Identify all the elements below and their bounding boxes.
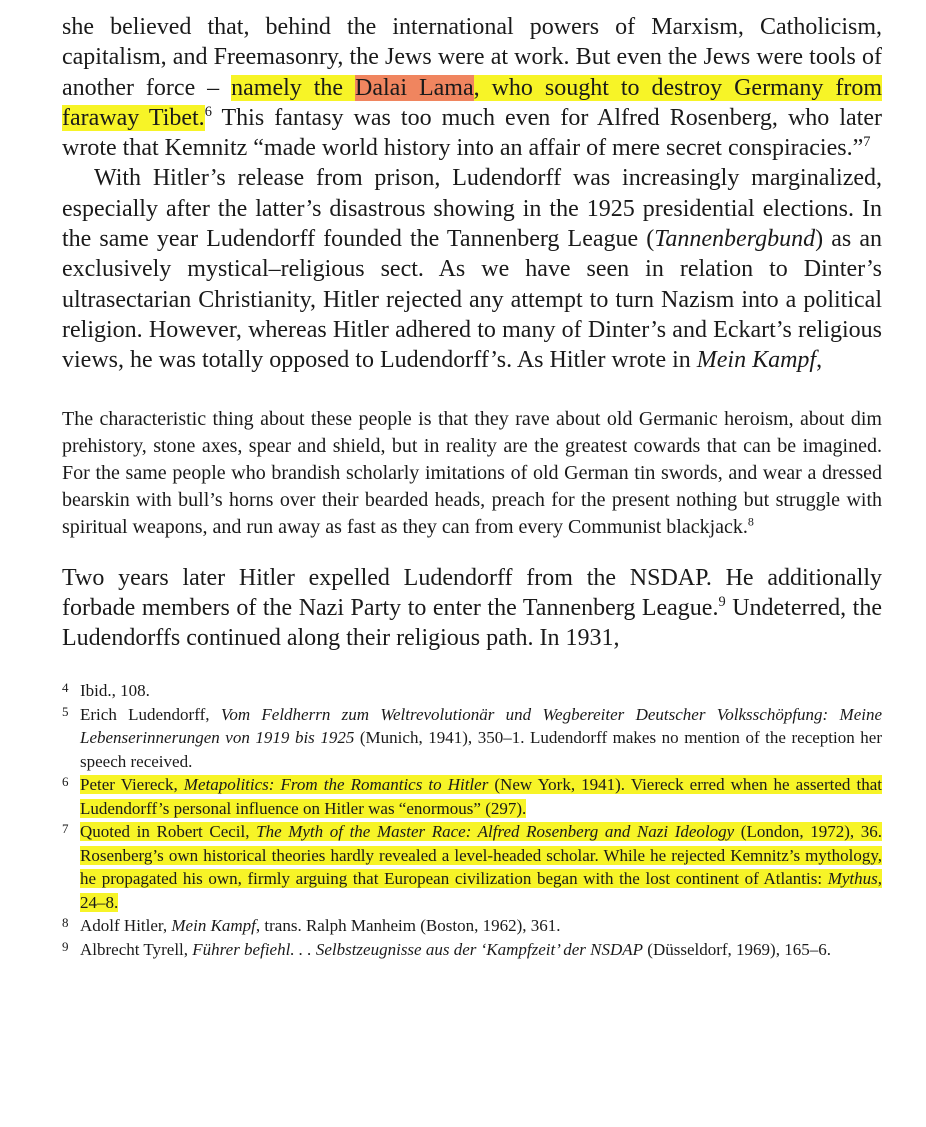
footnote-7: 7 Quoted in Robert Cecil, The Myth of the Master Race: Alfred Rosenberg and Nazi Ideology (London, 1972), 36. Rosenberg’s own historical theories hardly revealed a level-headed scholar. While he rejected Kemnitz’s mythology, he propagated his own, firmly arguing that European civilization began with the lost continent of Atlantis: Mythus, 24–8. — [62, 821, 882, 912]
paragraph-1: she believed that, behind the international powers of Marxism, Catholicism, capitalism, and Freemasonry, the Jews were at work. But even the Jews were tools of another force – namely the Dalai Lama, who sought to destroy Germany from faraway Tibet.$^6$ This fantasy was too much even for Alfred Rosenberg, who later wrote that Kemnitz “made world history into an affair of mere secret conspiracies.”$^7$ — [62, 14, 882, 162]
footnote-9: 9 Albrecht Tyrell, Führer befiehl. . . Selbstzeugnisse aus der ‘Kampfzeit’ der NSDAP (Düsseldorf, 1969), 165–6. — [62, 938, 831, 959]
footnote-5: 5 Erich Ludendorff, Vom Feldherrn zum Weltrevolutionär und Wegbereiter Deutscher Volksschöpfung: Meine Lebenserinnerungen von 1919 bis 1925 (Munich, 1941), 350–1. Ludendorff makes no mention of the reception her speech received. — [62, 703, 883, 771]
footnote-8: 8 Adolf Hitler, Mein Kampf, trans. Ralph Manheim (Boston, 1962), 361. — [62, 915, 561, 936]
note-ref-8: 8 — [747, 513, 754, 528]
block-quote: The characteristic thing about these people is that they rave about old Germanic heroism, about dim prehistory, stone axes, spear and shield, but in reality are the greatest cowards that can be imagined. For the same people who brandish scholarly imitations of old German tin swords, and wear a dressed bearskin with bull’s horns over their bearded heads, preach for the present nothing but struggle with spiritual weapons, and run away as fast as they can from every Communist blackjack.$^8$ — [62, 407, 882, 538]
highlight-yellow: namely the — [231, 74, 356, 101]
document-page — [62, 0, 882, 961]
footnote-6: 6 Peter Viereck, Metapolitics: From the Romantics to Hitler (New York, 1941). Viereck erred when he asserted that Ludendorff’s personal influence on Hitler was “enormous” (297). — [62, 774, 882, 818]
paragraph-2: With Hitler’s release from prison, Ludendorff was increasingly marginalized, especially after the latter’s disastrous showing in the 1925 presidential elections. In the same year Ludendorff founded the Tannenberg League (Tannenbergbund) as an exclusively mystical–religious sect. As we have seen in relation to Dinter’s ultrasectarian Christianity, Hitler rejected any attempt to turn Nazism into a political religion. However, whereas Hitler adhered to many of Dinter’s and Eckart’s religious views, he was totally opposed to Ludendorff’s. As Hitler wrote in Mein Kampf, — [62, 165, 882, 374]
highlight-orange: Dalai Lama — [355, 74, 474, 101]
note-ref-7: 7 — [863, 134, 871, 151]
paragraph-3: Two years later Hitler expelled Ludendorff from the NSDAP. He additionally forbade members of the Nazi Party to enter the Tannenberg League.$^9$ Undeterred, the Ludendorffs continued along their religious path. In 1931, — [62, 564, 882, 652]
highlight-yellow: , who sought to destroy Germany from faraway Tibet. — [62, 74, 882, 131]
footnotes — [62, 679, 882, 961]
note-ref-6: 6 — [204, 103, 212, 120]
footnote-4: 4 Ibid., 108. — [62, 680, 150, 701]
note-ref-9: 9 — [718, 593, 726, 610]
